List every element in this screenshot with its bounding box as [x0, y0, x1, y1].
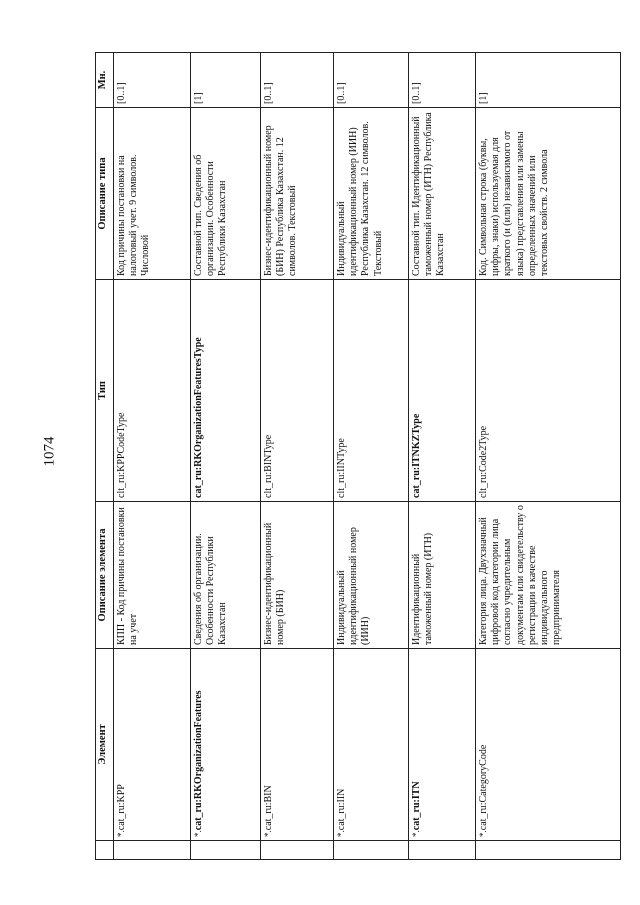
multiplicity: [0..1]	[334, 53, 409, 108]
multiplicity: [0..1]	[409, 53, 476, 108]
rotated-table-container	[95, 70, 635, 860]
type-description: Бизнес-идентификационный номер (БИН) Республика Казахстан. 12 символов. Текстовый	[261, 108, 334, 280]
element-description: Сведения об организации. Особенности Республики Казахстан	[191, 502, 261, 649]
type-description: Составной тип. Сведения об организации. Особенности Республики Казахстан	[191, 108, 261, 280]
row-marker: *.	[411, 830, 421, 837]
row-marker: *.	[263, 830, 273, 837]
table-row	[114, 53, 191, 860]
header-multiplicity: Мн.	[96, 53, 114, 108]
table-row	[191, 53, 261, 860]
row-marker: *.	[193, 830, 203, 837]
header-element: Элемент	[96, 649, 114, 841]
row-spacer-cell	[334, 841, 409, 860]
element-cell	[409, 649, 476, 841]
row-spacer-cell	[191, 841, 261, 860]
element-description: Индивидуальный идентификационный номер (ИИН)	[334, 502, 409, 649]
element-description: Бизнес-идентификационный номер (БИН)	[261, 502, 334, 649]
element-cell	[476, 649, 621, 841]
multiplicity: [1]	[191, 53, 261, 108]
element-name: cat_ru:RKOrganizationFeatures	[193, 690, 204, 831]
schema-table	[95, 52, 621, 860]
element-name: cat_ru:KPP	[116, 784, 127, 831]
header-element-desc: Описание элемента	[96, 502, 114, 649]
row-marker: *.	[336, 830, 346, 837]
row-spacer-cell	[261, 841, 334, 860]
header-type-desc: Описание типа	[96, 108, 114, 280]
header-type: Тип	[96, 280, 114, 502]
table-row	[476, 53, 621, 860]
page-number: 1074	[41, 436, 58, 467]
row-marker: *.	[478, 830, 488, 837]
element-description: Идентификационный таможенный номер (ИТН)	[409, 502, 476, 649]
type-description: Код причины постановки на налоговый учет. 9 символов. Числовой	[114, 108, 191, 280]
multiplicity: [0..1]	[114, 53, 191, 108]
row-spacer-cell	[114, 841, 191, 860]
element-name: cat_ru:BIN	[263, 785, 274, 831]
type-name: clt_ru:KPPCodeType	[114, 280, 191, 502]
type-name: cat_ru:ITNKZType	[409, 280, 476, 502]
type-description: Составной тип. Идентификационный таможенный номер (ИТН) Республика Казахстан	[409, 108, 476, 280]
table-header-row	[96, 53, 114, 860]
table-row	[334, 53, 409, 860]
element-description: КПП - Код причины постановки на учет	[114, 502, 191, 649]
element-cell	[114, 649, 191, 841]
row-marker: *.	[116, 830, 126, 837]
multiplicity: [1]	[476, 53, 621, 108]
type-name: clt_ru:Code2Type	[476, 280, 621, 502]
row-spacer-cell	[476, 841, 621, 860]
row-spacer-cell	[409, 841, 476, 860]
element-cell	[334, 649, 409, 841]
type-name: cat_ru:RKOrganizationFeaturesType	[191, 280, 261, 502]
header-marker-cell	[96, 841, 114, 860]
element-name: cat_ru:CategoryCode	[478, 744, 489, 831]
table-row	[261, 53, 334, 860]
element-cell	[191, 649, 261, 841]
type-description: Индивидуальный идентификационный номер (ИИН) Республика Казахстан. 12 символов. Текстовый	[334, 108, 409, 280]
element-name: cat_ru:ITN	[411, 781, 422, 831]
type-description: Код. Символьная строка (буквы, цифры, знаки) используемая для краткого (и (или) независимого от языка) представления или замены определенных значений или текстовых свойств. 2 символа	[476, 108, 621, 280]
element-description: Категория лица. Двухзначный цифровой код категории лица согласно учредительным документам или свидетельству о регистрации в качестве индивидуального предпринимателя	[476, 502, 621, 649]
element-name: cat_ru:IIN	[336, 788, 347, 831]
type-name: clt_ru:IINType	[334, 280, 409, 502]
type-name: clt_ru:BINType	[261, 280, 334, 502]
multiplicity: [0..1]	[261, 53, 334, 108]
element-cell	[261, 649, 334, 841]
table-row	[409, 53, 476, 860]
